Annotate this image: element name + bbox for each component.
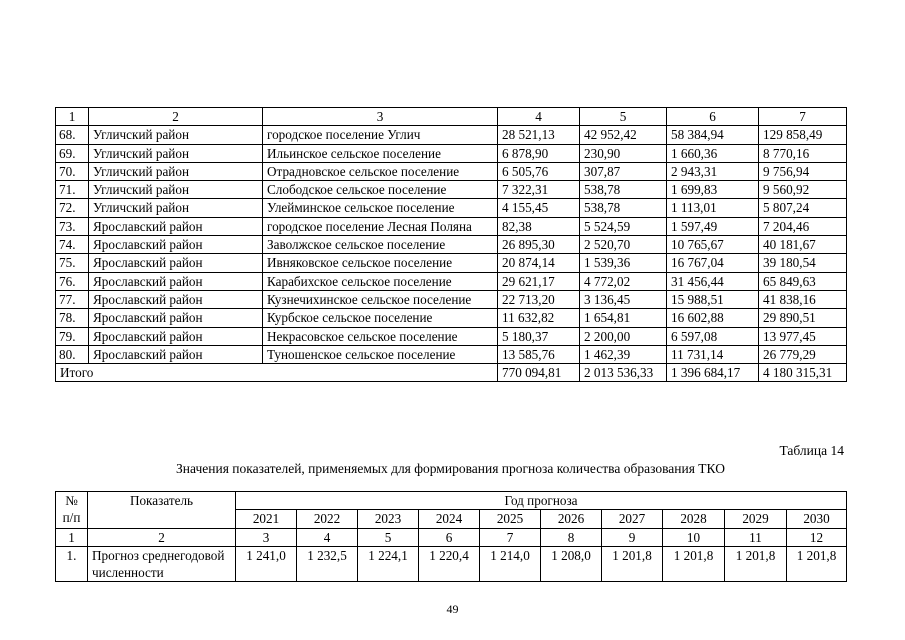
settlement-cell: Ильинское сельское поселение bbox=[263, 144, 498, 162]
table-row bbox=[56, 345, 847, 363]
table-row bbox=[56, 546, 847, 582]
value-col5-cell: 307,87 bbox=[580, 162, 667, 180]
value-col6-cell: 58 384,94 bbox=[667, 126, 759, 144]
row-number-cell: 78. bbox=[56, 309, 89, 327]
year-header-cell: 2023 bbox=[358, 510, 419, 528]
value-col4-cell: 5 180,37 bbox=[498, 327, 580, 345]
settlement-cell: Ивняковское сельское поселение bbox=[263, 254, 498, 272]
column-index-cell: 8 bbox=[541, 528, 602, 546]
district-cell: Угличский район bbox=[89, 144, 263, 162]
district-cell: Ярославский район bbox=[89, 272, 263, 290]
value-col7-cell: 40 181,67 bbox=[759, 236, 847, 254]
total-v5-cell: 2 013 536,33 bbox=[580, 364, 667, 382]
district-cell: Угличский район bbox=[89, 126, 263, 144]
value-col5-cell: 1 654,81 bbox=[580, 309, 667, 327]
value-col4-cell: 6 878,90 bbox=[498, 144, 580, 162]
value-col7-cell: 13 977,45 bbox=[759, 327, 847, 345]
table-header-row bbox=[56, 492, 847, 510]
settlement-cell: Некрасовское сельское поселение bbox=[263, 327, 498, 345]
column-index-cell: 5 bbox=[580, 108, 667, 126]
district-cell: Ярославский район bbox=[89, 217, 263, 235]
value-col5-cell: 2 200,00 bbox=[580, 327, 667, 345]
year-header-cell: 2024 bbox=[419, 510, 480, 528]
forecast-value-cell: 1 241,0 bbox=[236, 546, 297, 582]
forecast-value-cell: 1 208,0 bbox=[541, 546, 602, 582]
table-row bbox=[56, 254, 847, 272]
year-header-cell: 2025 bbox=[480, 510, 541, 528]
forecast-value-cell: 1 201,8 bbox=[787, 546, 847, 582]
forecast-value-cell: 1 201,8 bbox=[725, 546, 787, 582]
row-number-cell: 71. bbox=[56, 181, 89, 199]
row-number-cell: 77. bbox=[56, 290, 89, 308]
value-col5-cell: 538,78 bbox=[580, 199, 667, 217]
value-col6-cell: 16 767,04 bbox=[667, 254, 759, 272]
settlement-cell: городское поселение Углич bbox=[263, 126, 498, 144]
value-col5-cell: 1 462,39 bbox=[580, 345, 667, 363]
value-col6-cell: 6 597,08 bbox=[667, 327, 759, 345]
value-col5-cell: 230,90 bbox=[580, 144, 667, 162]
value-col6-cell: 11 731,14 bbox=[667, 345, 759, 363]
forecast-value-cell: 1 224,1 bbox=[358, 546, 419, 582]
indicator-cell: Прогноз среднегодовой численности bbox=[88, 546, 236, 582]
table-total-row bbox=[56, 364, 847, 382]
forecast-indicators-table bbox=[55, 491, 847, 582]
table-row bbox=[56, 144, 847, 162]
value-col4-cell: 29 621,17 bbox=[498, 272, 580, 290]
total-v4-cell: 770 094,81 bbox=[498, 364, 580, 382]
row-number-cell: 79. bbox=[56, 327, 89, 345]
column-header-num: № п/п bbox=[56, 492, 88, 529]
settlement-waste-table bbox=[55, 107, 847, 382]
total-label-cell: Итого bbox=[56, 364, 498, 382]
value-col6-cell: 1 597,49 bbox=[667, 217, 759, 235]
settlement-cell: Туношенское сельское поселение bbox=[263, 345, 498, 363]
year-header-cell: 2027 bbox=[602, 510, 663, 528]
value-col7-cell: 8 770,16 bbox=[759, 144, 847, 162]
row-number-cell: 73. bbox=[56, 217, 89, 235]
column-index-cell: 4 bbox=[498, 108, 580, 126]
district-cell: Угличский район bbox=[89, 199, 263, 217]
district-cell: Ярославский район bbox=[89, 327, 263, 345]
table-caption-title: Значения показателей, применяемых для формирования прогноза количества образования ТКО bbox=[176, 461, 725, 476]
district-cell: Ярославский район bbox=[89, 236, 263, 254]
settlement-cell: Слободское сельское поселение bbox=[263, 181, 498, 199]
settlement-cell: Карабихское сельское поселение bbox=[263, 272, 498, 290]
value-col7-cell: 29 890,51 bbox=[759, 309, 847, 327]
year-header-cell: 2030 bbox=[787, 510, 847, 528]
column-index-cell: 9 bbox=[602, 528, 663, 546]
value-col6-cell: 1 699,83 bbox=[667, 181, 759, 199]
value-col7-cell: 5 807,24 bbox=[759, 199, 847, 217]
table-row bbox=[56, 217, 847, 235]
settlement-cell: Заволжское сельское поселение bbox=[263, 236, 498, 254]
district-cell: Ярославский район bbox=[89, 309, 263, 327]
column-index-cell: 3 bbox=[236, 528, 297, 546]
column-index-cell: 4 bbox=[297, 528, 358, 546]
table-header-row bbox=[56, 108, 847, 126]
row-number-cell: 68. bbox=[56, 126, 89, 144]
table-row bbox=[56, 272, 847, 290]
forecast-value-cell: 1 214,0 bbox=[480, 546, 541, 582]
row-number-cell: 74. bbox=[56, 236, 89, 254]
value-col4-cell: 82,38 bbox=[498, 217, 580, 235]
value-col7-cell: 129 858,49 bbox=[759, 126, 847, 144]
settlement-cell: Отрадновское сельское поселение bbox=[263, 162, 498, 180]
district-cell: Ярославский район bbox=[89, 345, 263, 363]
total-v7-cell: 4 180 315,31 bbox=[759, 364, 847, 382]
district-cell: Угличский район bbox=[89, 181, 263, 199]
table-index-row bbox=[56, 528, 847, 546]
row-number-cell: 80. bbox=[56, 345, 89, 363]
column-index-cell: 2 bbox=[89, 108, 263, 126]
column-index-cell: 1 bbox=[56, 108, 89, 126]
table-header-row bbox=[56, 108, 847, 126]
column-index-cell: 7 bbox=[759, 108, 847, 126]
settlement-cell: Улейминское сельское поселение bbox=[263, 199, 498, 217]
column-index-cell: 11 bbox=[725, 528, 787, 546]
total-v6-cell: 1 396 684,17 bbox=[667, 364, 759, 382]
value-col5-cell: 42 952,42 bbox=[580, 126, 667, 144]
forecast-value-cell: 1 201,8 bbox=[602, 546, 663, 582]
value-col4-cell: 6 505,76 bbox=[498, 162, 580, 180]
settlement-cell: городское поселение Лесная Поляна bbox=[263, 217, 498, 235]
table-row bbox=[56, 327, 847, 345]
value-col6-cell: 15 988,51 bbox=[667, 290, 759, 308]
table-row bbox=[56, 236, 847, 254]
row-number-cell: 72. bbox=[56, 199, 89, 217]
column-index-cell: 1 bbox=[56, 528, 88, 546]
value-col7-cell: 7 204,46 bbox=[759, 217, 847, 235]
value-col4-cell: 4 155,45 bbox=[498, 199, 580, 217]
column-header-forecast-year: Год прогноза bbox=[236, 492, 847, 510]
value-col5-cell: 5 524,59 bbox=[580, 217, 667, 235]
column-index-cell: 5 bbox=[358, 528, 419, 546]
value-col6-cell: 1 113,01 bbox=[667, 199, 759, 217]
settlement-cell: Кузнечихинское сельское поселение bbox=[263, 290, 498, 308]
column-index-cell: 10 bbox=[663, 528, 725, 546]
district-cell: Угличский район bbox=[89, 162, 263, 180]
value-col4-cell: 26 895,30 bbox=[498, 236, 580, 254]
table-row bbox=[56, 181, 847, 199]
forecast-value-cell: 1 220,4 bbox=[419, 546, 480, 582]
value-col4-cell: 20 874,14 bbox=[498, 254, 580, 272]
value-col7-cell: 65 849,63 bbox=[759, 272, 847, 290]
value-col7-cell: 26 779,29 bbox=[759, 345, 847, 363]
row-number-cell: 70. bbox=[56, 162, 89, 180]
year-header-cell: 2021 bbox=[236, 510, 297, 528]
value-col4-cell: 11 632,82 bbox=[498, 309, 580, 327]
district-cell: Ярославский район bbox=[89, 290, 263, 308]
row-number-cell: 1. bbox=[56, 546, 88, 582]
value-col7-cell: 39 180,54 bbox=[759, 254, 847, 272]
column-index-cell: 12 bbox=[787, 528, 847, 546]
table-row bbox=[56, 290, 847, 308]
value-col7-cell: 41 838,16 bbox=[759, 290, 847, 308]
value-col7-cell: 9 756,94 bbox=[759, 162, 847, 180]
row-number-cell: 76. bbox=[56, 272, 89, 290]
value-col5-cell: 538,78 bbox=[580, 181, 667, 199]
column-index-cell: 3 bbox=[263, 108, 498, 126]
value-col4-cell: 28 521,13 bbox=[498, 126, 580, 144]
value-col6-cell: 31 456,44 bbox=[667, 272, 759, 290]
year-header-cell: 2028 bbox=[663, 510, 725, 528]
column-index-cell: 6 bbox=[419, 528, 480, 546]
column-index-cell: 7 bbox=[480, 528, 541, 546]
value-col6-cell: 2 943,31 bbox=[667, 162, 759, 180]
value-col4-cell: 13 585,76 bbox=[498, 345, 580, 363]
value-col6-cell: 10 765,67 bbox=[667, 236, 759, 254]
column-index-cell: 6 bbox=[667, 108, 759, 126]
value-col4-cell: 7 322,31 bbox=[498, 181, 580, 199]
value-col7-cell: 9 560,92 bbox=[759, 181, 847, 199]
settlement-cell: Курбское сельское поселение bbox=[263, 309, 498, 327]
value-col5-cell: 4 772,02 bbox=[580, 272, 667, 290]
forecast-value-cell: 1 201,8 bbox=[663, 546, 725, 582]
value-col5-cell: 1 539,36 bbox=[580, 254, 667, 272]
table-row bbox=[56, 309, 847, 327]
value-col5-cell: 2 520,70 bbox=[580, 236, 667, 254]
column-header-indicator: Показатель bbox=[88, 492, 236, 529]
year-header-cell: 2022 bbox=[297, 510, 358, 528]
forecast-value-cell: 1 232,5 bbox=[297, 546, 358, 582]
district-cell: Ярославский район bbox=[89, 254, 263, 272]
row-number-cell: 69. bbox=[56, 144, 89, 162]
page-number: 49 bbox=[446, 602, 459, 616]
value-col6-cell: 1 660,36 bbox=[667, 144, 759, 162]
table-row bbox=[56, 162, 847, 180]
year-header-cell: 2029 bbox=[725, 510, 787, 528]
value-col5-cell: 3 136,45 bbox=[580, 290, 667, 308]
table-row bbox=[56, 199, 847, 217]
value-col6-cell: 16 602,88 bbox=[667, 309, 759, 327]
year-header-cell: 2026 bbox=[541, 510, 602, 528]
table-row bbox=[56, 126, 847, 144]
row-number-cell: 75. bbox=[56, 254, 89, 272]
column-index-cell: 2 bbox=[88, 528, 236, 546]
value-col4-cell: 22 713,20 bbox=[498, 290, 580, 308]
table-caption-label: Таблица 14 bbox=[779, 443, 844, 458]
